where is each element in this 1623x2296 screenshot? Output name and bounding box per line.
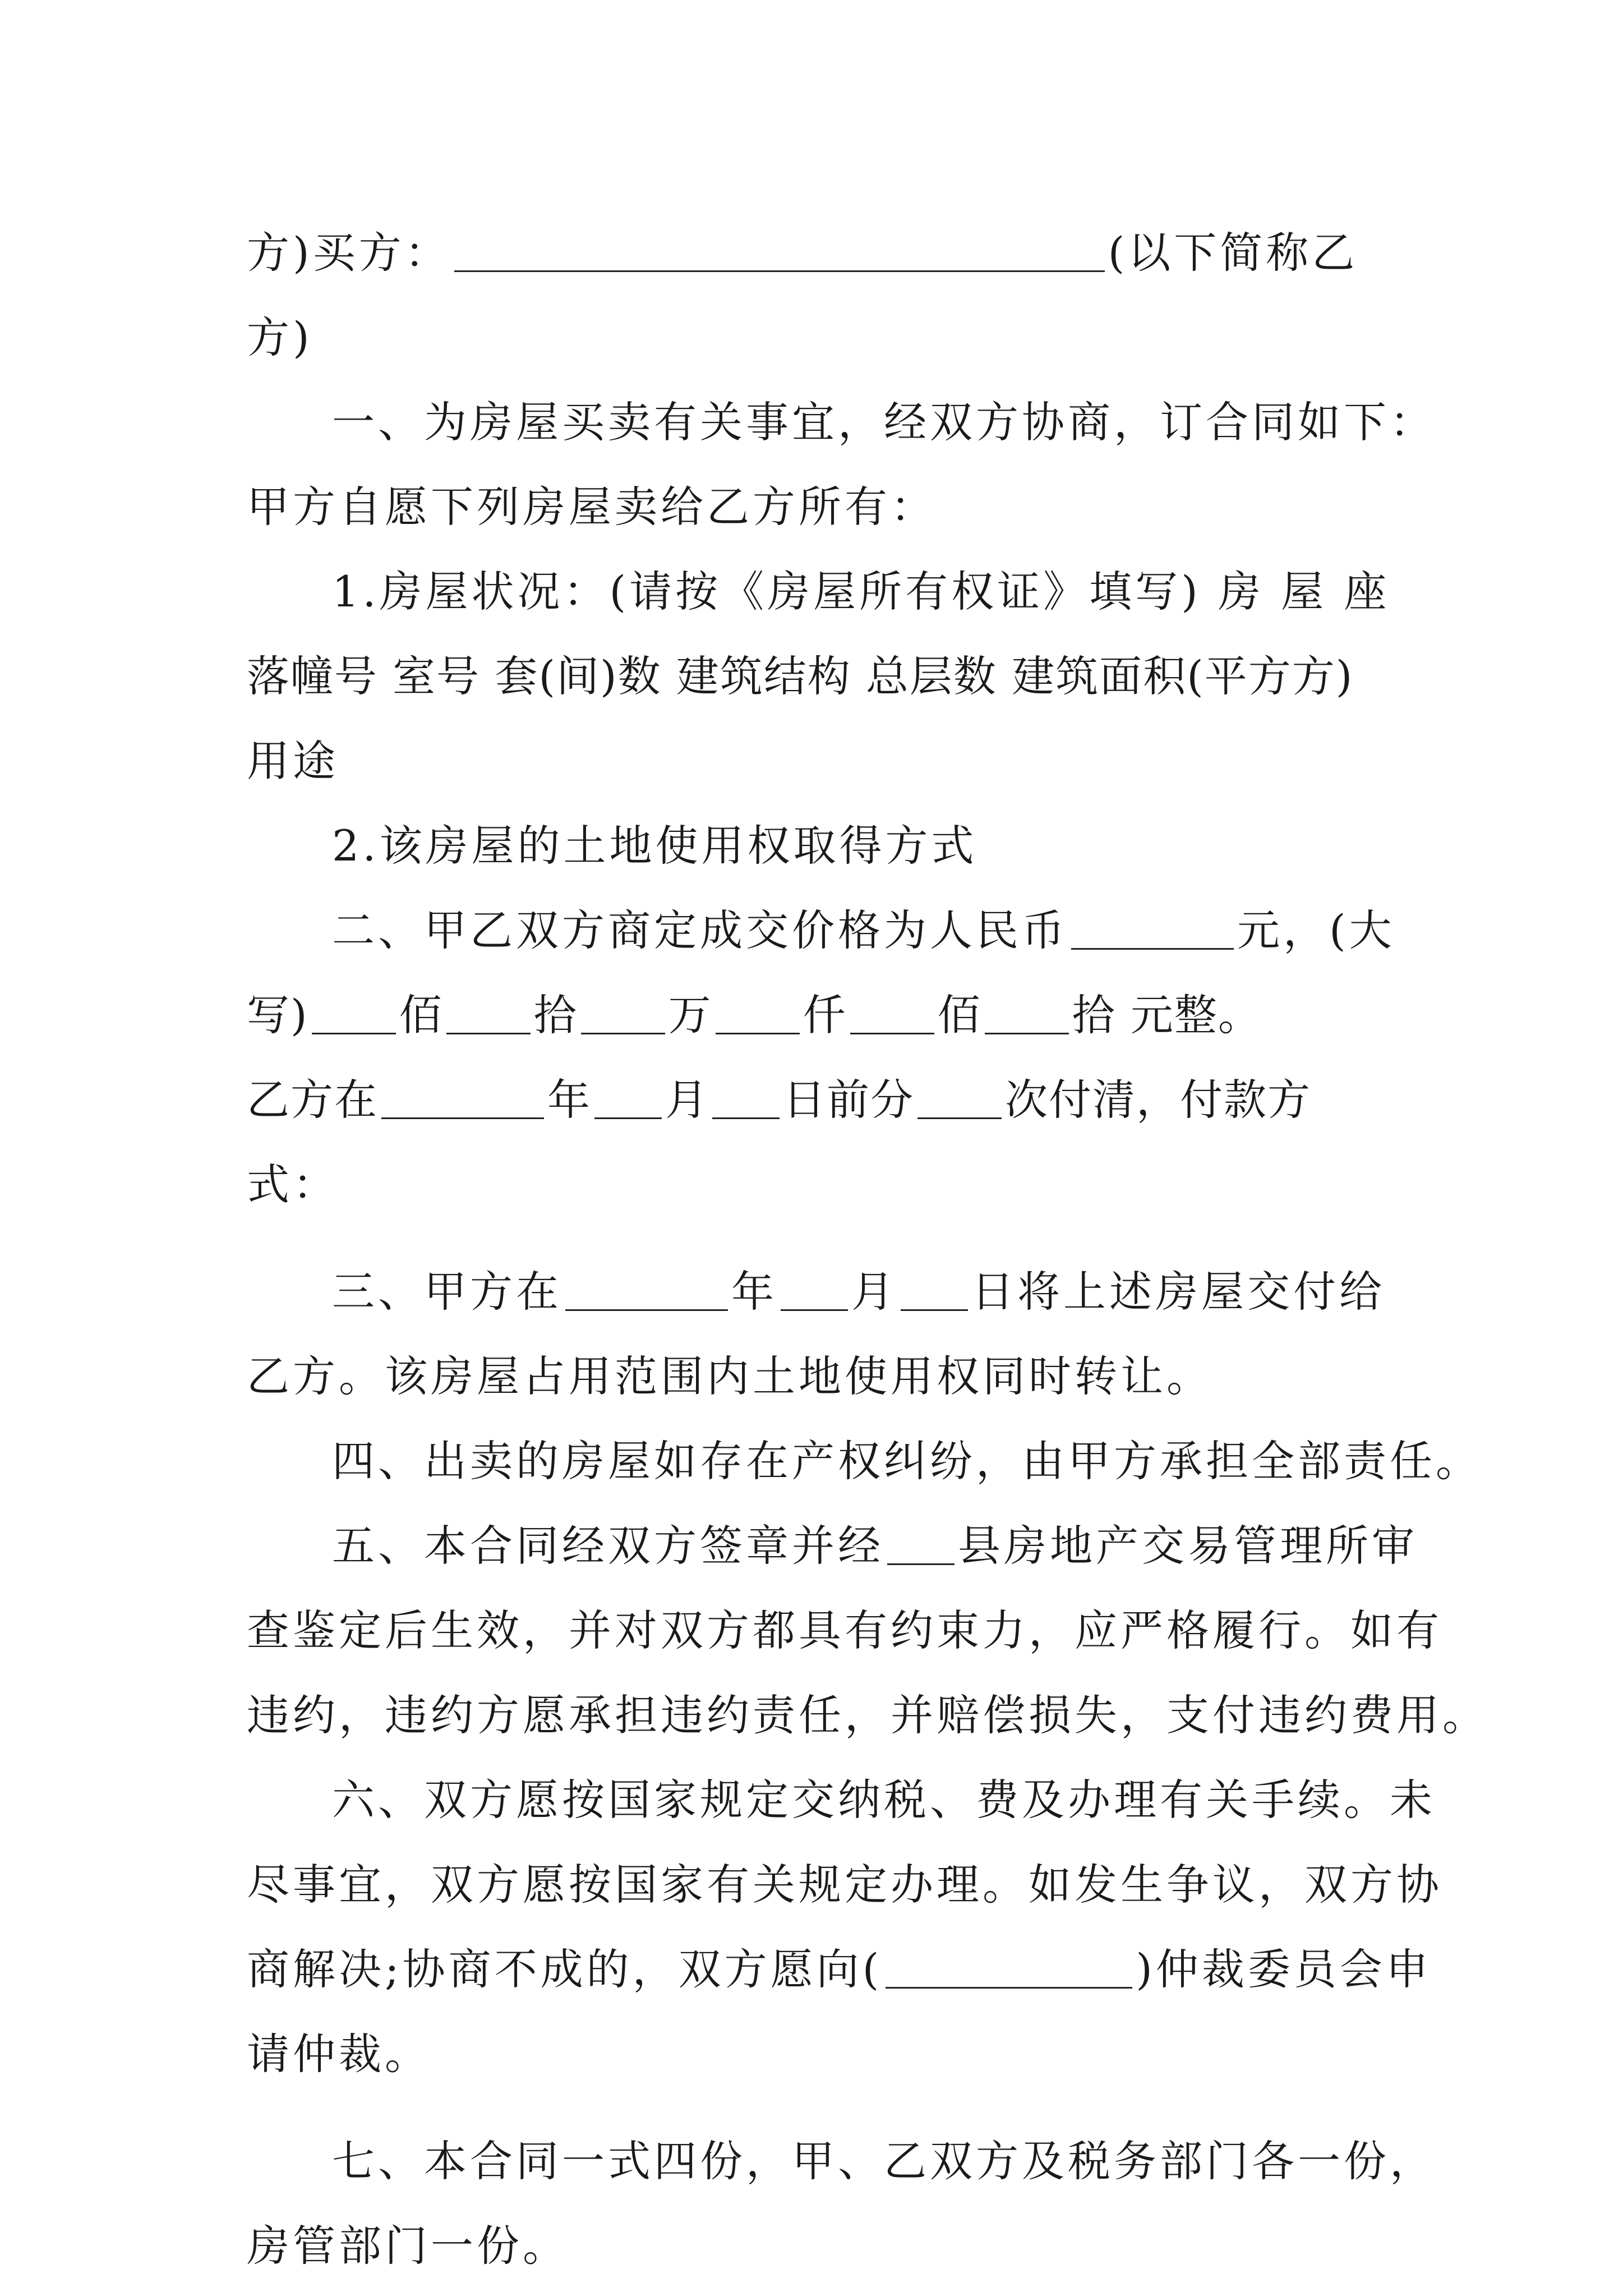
pay-day-blank[interactable] (712, 1083, 780, 1119)
buyer-blank[interactable] (454, 236, 1105, 272)
buyer-line-cont: 方) (247, 312, 313, 362)
county-blank[interactable] (887, 1529, 955, 1565)
section-7-line-2: 房管部门一份。 (247, 2221, 569, 2271)
pay-month-blank[interactable] (594, 1083, 662, 1119)
pay-year-blank[interactable] (381, 1083, 544, 1119)
item-1-line-3: 用途 (247, 736, 339, 786)
section-5-line-1: 五、本合同经双方签章并经 县房地产交易管理所审 (332, 1521, 1418, 1571)
amount-blank-shi-2[interactable] (985, 998, 1069, 1034)
deliver-year-blank[interactable] (565, 1274, 728, 1311)
section-2-line-2: 写) 佰 拾 万 仟 佰 拾 元整。 (247, 990, 1262, 1040)
installments-blank[interactable] (917, 1083, 1002, 1119)
amount-blank-shi[interactable] (446, 998, 531, 1034)
section-1-line-2: 甲方自愿下列房屋卖给乙方所有： (247, 482, 937, 532)
section-6-line-4: 请仲裁。 (247, 2029, 431, 2079)
amount-blank-qian[interactable] (716, 998, 800, 1034)
section-4-line: 四、出卖的房屋如存在产权纠纷，由甲方承担全部责任。 (332, 1436, 1482, 1486)
contract-body (247, 210, 1488, 2288)
section-3-line-2: 乙方。该房屋占用范围内土地使用权同时转让。 (247, 1351, 1212, 1401)
item-2-line: 2.该房屋的土地使用权取得方式 (332, 821, 978, 871)
section-6-line-2: 尽事宜，双方愿按国家有关规定办理。如发生争议，双方协 (247, 1860, 1442, 1910)
item-1-line-1: 1.房屋状况：(请按《房屋所有权证》填写) 房 屋 座 (332, 567, 1390, 616)
item-1-line-2: 落幢号 室号 套(间)数 建筑结构 总层数 建筑面积(平方方) (247, 651, 1354, 701)
amount-blank-wan[interactable] (581, 998, 665, 1034)
amount-blank-bai-2[interactable] (850, 998, 934, 1034)
price-blank[interactable] (1071, 913, 1234, 950)
section-7-line-1: 七、本合同一式四份，甲、乙双方及税务部门各一份， (332, 2136, 1436, 2186)
buyer-line: 方)买方： (以下简称乙 (247, 228, 1358, 278)
section-1-line-1: 一、为房屋买卖有关事宜，经双方协商，订合同如下： (332, 397, 1436, 447)
arbitration-blank[interactable] (886, 1952, 1132, 1989)
deliver-day-blank[interactable] (901, 1274, 968, 1311)
deliver-month-blank[interactable] (781, 1274, 848, 1311)
section-6-line-1: 六、双方愿按国家规定交纳税、费及办理有关手续。未 (332, 1775, 1436, 1825)
section-2-line-3: 乙方在 年 月 日前分 次付清，付款方 (247, 1075, 1311, 1125)
section-2-line-1: 二、甲乙双方商定成交价格为人民币 元，(大 (332, 905, 1395, 955)
section-3-line-1: 三、甲方在 年 月 日将上述房屋交付给 (332, 1267, 1385, 1317)
section-5-line-3: 违约，违约方愿承担违约责任，并赔偿损失，支付违约费用。 (247, 1690, 1488, 1740)
section-2-line-4: 式： (247, 1159, 339, 1209)
section-6-line-3: 商解决;协商不成的，双方愿向( )仲裁委员会申 (247, 1944, 1432, 1994)
amount-blank-bai[interactable] (312, 998, 396, 1034)
section-5-line-2: 查鉴定后生效，并对双方都具有约束力，应严格履行。如有 (247, 1605, 1442, 1655)
